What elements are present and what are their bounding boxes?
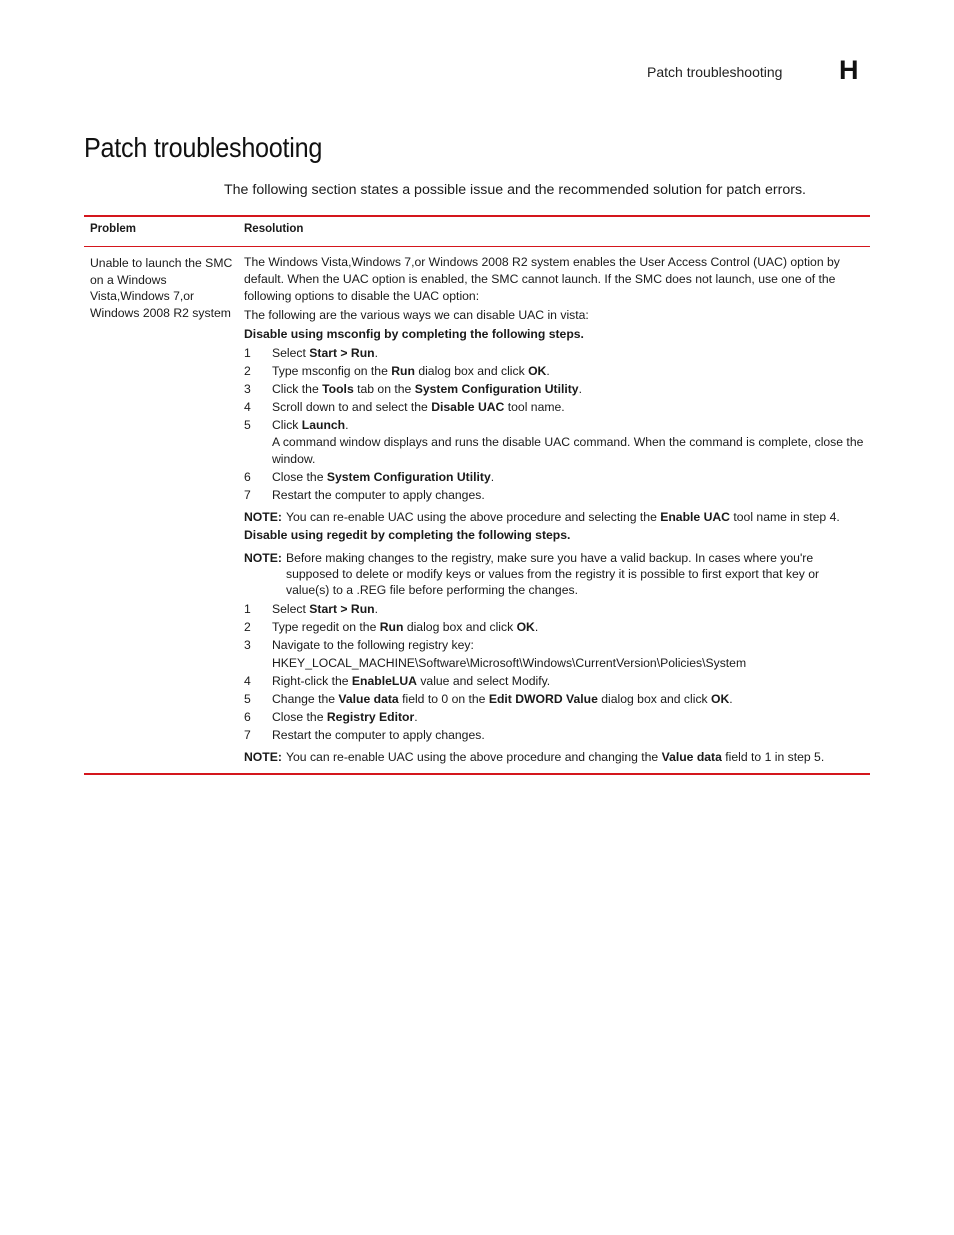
table-row [84,247,870,773]
step-item: 1 Select Start > Run. [244,602,379,616]
step-list [244,600,864,744]
page-title: Patch troubleshooting [84,132,323,163]
msconfig-heading: Disable using msconfig by completing the following steps. [244,327,584,341]
note-label: NOTE: [244,551,282,565]
step-item: 2 Type regedit on the Run dialog box and click OK. [244,620,539,634]
step-continuation: A command window displays and runs the disable UAC command. When the command is complete, close the window. [272,435,864,466]
note-label: NOTE: [244,510,282,524]
step-item: 4 Right-click the EnableLUA value and select Modify. [244,674,551,688]
step-number: 6 [244,710,251,724]
step-item: 6 Close the Registry Editor. [244,710,418,724]
step-number: 7 [244,488,251,502]
running-head: Patch troubleshooting [647,64,783,80]
chapter-letter: H [839,55,859,85]
step-number: 5 [244,418,251,432]
note: NOTE: Before making changes to the registry, make sure you have a valid backup. In cases where you're supposed to delete or modify keys or values from the registry it is possible to first export that key or value(s) to a .REG file before performing the changes. [244,551,820,597]
resolution-paragraph: The Windows Vista,Windows 7,or Windows 2008 R2 system enables the User Access Control (UAC) option by default. When the UAC option is enabled, the SMC cannot launch. If the SMC does not launch, use one of the following options to disable the UAC option: [244,255,840,303]
step-number: 3 [244,638,251,652]
step-item: 5 Change the Value data field to 0 on the Edit DWORD Value dialog box and click OK. [244,692,733,706]
step-number: 1 [244,346,251,360]
resolution-cell [244,254,864,765]
step-number: 6 [244,470,251,484]
step-number: 5 [244,692,251,706]
step-item: 3 Click the Tools tab on the System Configuration Utility. [244,382,582,396]
step-item: 1 Select Start > Run. [244,346,379,360]
step-item: 2 Type msconfig on the Run dialog box and click OK. [244,364,550,378]
column-header-resolution: Resolution [244,223,304,235]
step-item: 3 Navigate to the following registry key: HKEY_LOCAL_MACHINE\Software\Microsoft\Windows\CurrentVersion\Policies\System [244,636,864,672]
step-number: 3 [244,382,251,396]
registry-key-path: HKEY_LOCAL_MACHINE\Software\Microsoft\Windows\CurrentVersion\Policies\System [272,656,747,670]
table-header [84,217,870,247]
step-item: 6 Close the System Configuration Utility. [244,470,495,484]
step-item: 7 Restart the computer to apply changes. [244,728,485,742]
step-number: 2 [244,364,251,378]
step-number: 7 [244,728,251,742]
step-item: 7 Restart the computer to apply changes. [244,488,485,502]
note-label: NOTE: [244,750,282,764]
regedit-heading: Disable using regedit by completing the following steps. [244,528,571,542]
troubleshooting-table [84,215,870,775]
step-item: 4 Scroll down to and select the Disable UAC tool name. [244,400,565,414]
column-header-problem: Problem [90,223,137,235]
problem-cell: Unable to launch the SMC on a Windows Vista,Windows 7,or Windows 2008 R2 system [90,256,233,320]
step-number: 4 [244,674,251,688]
step-item: 5 Click Launch. A command window displays and runs the disable UAC command. When the command is complete, close the window. [244,418,864,466]
step-number: 4 [244,400,251,414]
step-list [244,344,864,504]
step-number: 1 [244,602,251,616]
intro-paragraph: The following section states a possible issue and the recommended solution for patch errors. [224,182,806,198]
step-number: 2 [244,620,251,634]
resolution-paragraph: The following are the various ways we can disable UAC in vista: [244,308,589,322]
note: NOTE: You can re-enable UAC using the above procedure and selecting the Enable UAC tool name in step 4. [244,510,840,524]
note: NOTE: You can re-enable UAC using the above procedure and changing the Value data field to 1 in step 5. [244,750,825,764]
